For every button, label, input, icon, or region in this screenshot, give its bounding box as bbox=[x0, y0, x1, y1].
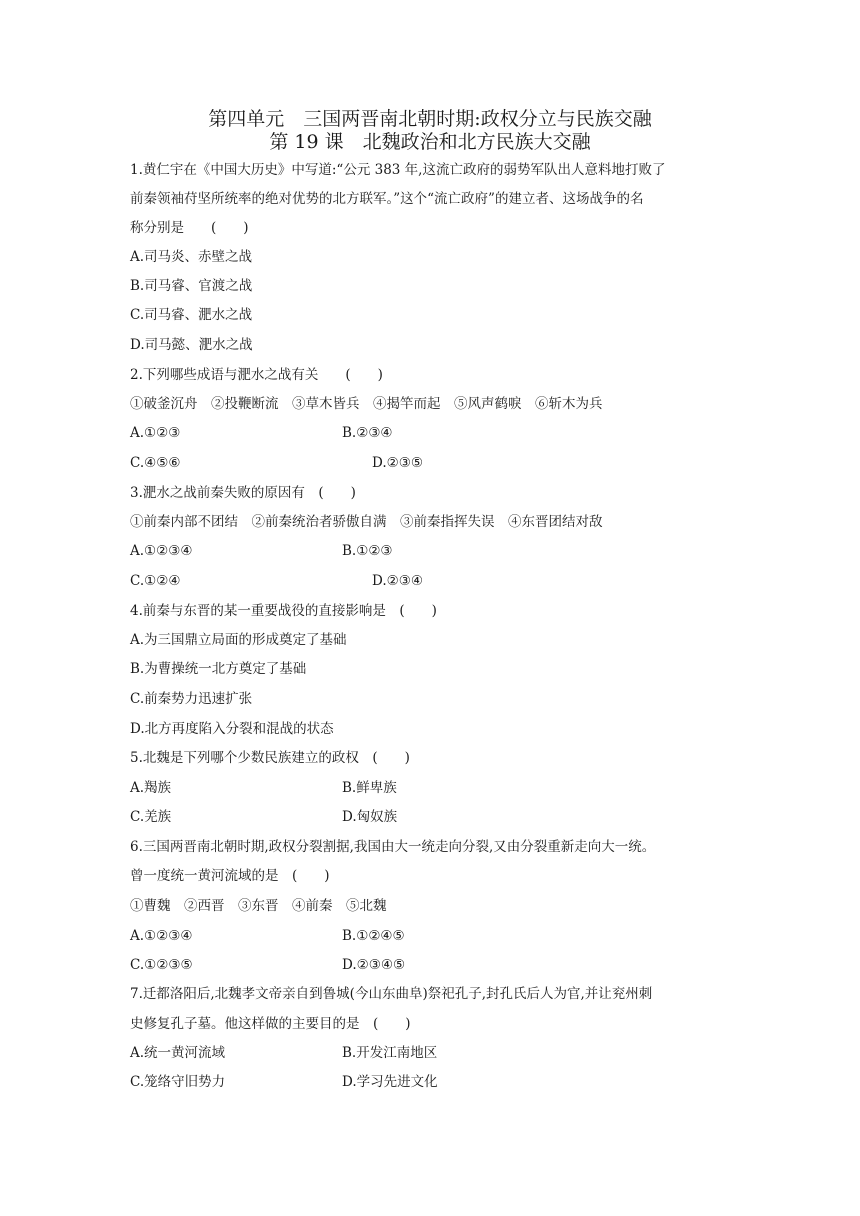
q3-items: ①前秦内部不团结 ②前秦统治者骄傲自满 ③前秦指挥失误 ④东晋团结对敌 bbox=[130, 514, 603, 530]
q7-option-d: D.学习先进文化 bbox=[342, 1074, 438, 1090]
q5-option-d: D.匈奴族 bbox=[342, 809, 398, 825]
lesson-title: 第 19 课 北魏政治和北方民族大交融 bbox=[269, 131, 591, 153]
q3-stem: 3.淝水之战前秦失败的原因有 ( ) bbox=[130, 485, 356, 501]
q4-option-c: C.前秦势力迅速扩张 bbox=[130, 691, 253, 707]
q2-option-d: D.②③⑤ bbox=[372, 455, 423, 471]
q1-stem-line-3: 称分别是 ( ) bbox=[130, 220, 249, 236]
q2-stem: 2.下列哪些成语与淝水之战有关 ( ) bbox=[130, 367, 383, 383]
q6-option-b: B.①②④⑤ bbox=[342, 928, 405, 944]
q5-option-b: B.鲜卑族 bbox=[342, 780, 397, 796]
q7-option-a: A.统一黄河流域 bbox=[130, 1045, 226, 1061]
q4-option-a: A.为三国鼎立局面的形成奠定了基础 bbox=[130, 632, 347, 648]
q3-option-a: A.①②③④ bbox=[130, 543, 193, 559]
q6-option-d: D.②③④⑤ bbox=[342, 957, 406, 973]
q7-option-c: C.笼络守旧势力 bbox=[130, 1074, 226, 1090]
q5-option-a: A.羯族 bbox=[130, 780, 172, 796]
q4-option-d: D.北方再度陷入分裂和混战的状态 bbox=[130, 721, 334, 737]
q1-option-a: A.司马炎、赤壁之战 bbox=[130, 249, 253, 265]
q1-option-c: C.司马睿、淝水之战 bbox=[130, 307, 253, 323]
q1-stem-line-2: 前秦领袖苻坚所统率的绝对优势的北方联军。”这个“流亡政府”的建立者、这场战争的名 bbox=[130, 191, 644, 207]
q7-stem-line-1: 7.迁都洛阳后,北魏孝文帝亲自到鲁城(今山东曲阜)祭祀孔子,封孔氏后人为官,并让兖州刺 bbox=[130, 986, 653, 1002]
q2-items: ①破釜沉舟 ②投鞭断流 ③草木皆兵 ④揭竿而起 ⑤风声鹤唳 ⑥斩木为兵 bbox=[130, 396, 603, 412]
q7-option-b: B.开发江南地区 bbox=[342, 1045, 438, 1061]
q3-option-d: D.②③④ bbox=[372, 573, 423, 589]
q2-option-b: B.②③④ bbox=[342, 425, 393, 441]
q6-stem-line-1: 6.三国两晋南北朝时期,政权分裂割据,我国由大一统走向分裂,又由分裂重新走向大一统。 bbox=[130, 839, 656, 855]
q1-option-b: B.司马睿、官渡之战 bbox=[130, 278, 253, 294]
q5-stem: 5.北魏是下列哪个少数民族建立的政权 ( ) bbox=[130, 750, 410, 766]
q4-option-b: B.为曹操统一北方奠定了基础 bbox=[130, 661, 307, 677]
q7-stem-line-2: 史修复孔子墓。他这样做的主要目的是 ( ) bbox=[130, 1016, 411, 1032]
q6-option-c: C.①②③⑤ bbox=[130, 957, 193, 973]
q6-option-a: A.①②③④ bbox=[130, 928, 193, 944]
q2-option-a: A.①②③ bbox=[130, 425, 181, 441]
q6-items: ①曹魏 ②西晋 ③东晋 ④前秦 ⑤北魏 bbox=[130, 898, 387, 914]
q3-option-c: C.①②④ bbox=[130, 573, 181, 589]
q1-option-d: D.司马懿、淝水之战 bbox=[130, 337, 253, 353]
q1-stem-line-1: 1.黄仁宇在《中国大历史》中写道:“公元 383 年,这流亡政府的弱势军队出人意料地打败了 bbox=[130, 162, 666, 178]
q4-stem: 4.前秦与东晋的某一重要战役的直接影响是 ( ) bbox=[130, 603, 437, 619]
q3-option-b: B.①②③ bbox=[342, 543, 393, 559]
unit-title: 第四单元 三国两晋南北朝时期:政权分立与民族交融 bbox=[208, 108, 652, 130]
q5-option-c: C.羌族 bbox=[130, 809, 172, 825]
q6-stem-line-2: 曾一度统一黄河流域的是 ( ) bbox=[130, 868, 330, 884]
q2-option-c: C.④⑤⑥ bbox=[130, 455, 181, 471]
